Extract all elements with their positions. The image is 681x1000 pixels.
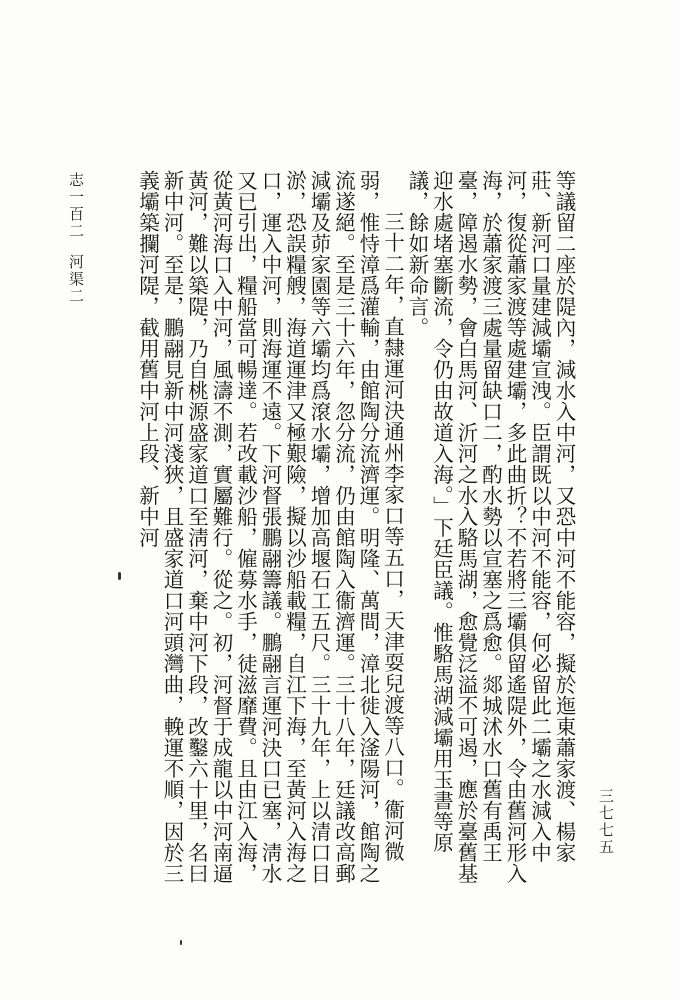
ink-speck bbox=[180, 940, 182, 945]
paragraph-2: 三十二年，直隸運河決通州李家口等五口，天津耍兒渡等八口。衞河微弱，惟恃漳爲灌輸，由館陶分流濟運。明隆、萬間，漳北徙入滏陽河，館陶之流遂絕。至是三十六年，忽分流，仍由館陶入衞濟運。三十八年，廷議改高郵減壩及茆家園等六壩均爲滾水壩，增加高堰石工五尺。三十九年，上以清口日淤，恐誤糧艘，海道運津又極艱險，擬以沙船載糧，自江下海，至黃河入海之口，運入中河，則海運不遠。下河督張鵬翮籌議。鵬翮言運河決口已塞，淸水又已引出，糧船當可暢達。若改載沙船，僱募水手，徒滋靡費。且由江入海，從黃河海口入中河，風濤不測，實屬難行。從之。初，河督于成龍以中河南逼黃河，難以築隄，乃自桃源盛家道口至淸河，棄中河下段，改鑿六十里，名曰新中河。至是，鵬翮見新中河淺狹，且盛家道口河頭灣曲，輓運不順，因於三義壩築攔河隄，截用舊中河上段、新中河 bbox=[135, 170, 405, 884]
header-chapter: 志一百二 bbox=[67, 172, 85, 240]
running-header bbox=[66, 172, 87, 305]
main-text-block bbox=[96, 170, 576, 890]
header-section: 河渠二 bbox=[67, 254, 85, 305]
page-number: 三七七五 bbox=[597, 788, 615, 856]
ink-speck bbox=[118, 572, 121, 580]
paragraph-1: 等議留二座於隄內，減水入中河，又恐中河不能容，擬於迤東蕭家渡、楊家莊、新河口量建減壩宣洩。臣謂既以中河不能容，何必留此二壩之水減入中河，復從蕭家渡等處建壩，多此曲折？不若將三壩俱留遙隄外，令由舊河形入海，於蕭家渡三處量留缺口二，酌水勢以宣塞之爲愈。郯城沭水口舊有禹王臺，障遏水勢，會白馬河、沂河之水入駱馬湖，愈覺泛溢不可遏，應於臺舊基迎水處堵塞斷流，令仍由故道入海。」下廷臣議。惟駱馬湖減壩用玉書等原議，餘如新命言。 bbox=[405, 170, 576, 884]
